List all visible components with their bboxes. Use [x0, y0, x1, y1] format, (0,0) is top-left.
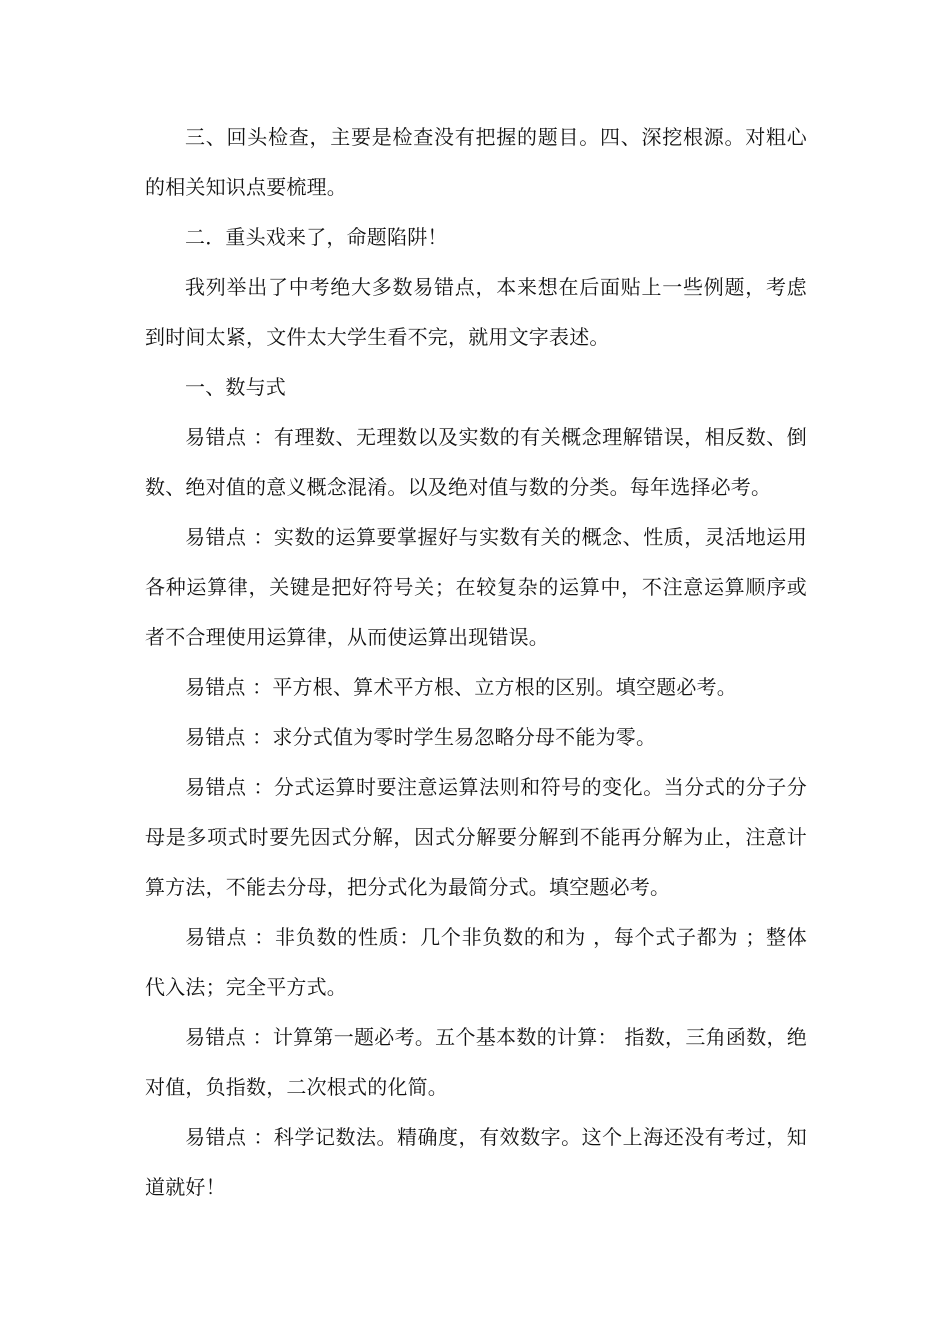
paragraph-section-two-heading: 二．重头戏来了，命题陷阱！: [185, 225, 448, 249]
paragraph-error-point: 易错点 ：非负数的性质：几个非负数的和为 ，每个式子都为 ；整体代入法；完全平方式。: [145, 925, 807, 999]
paragraph-review-check: 三、回头检查，主要是检查没有把握的题目。四、深挖根源。对粗心的相关知识点要梳理。: [145, 125, 807, 199]
paragraph-error-point: 易错点 ：计算第一题必考。五个基本数的计算： 指数，三角函数，绝对值，负指数，二次根式的化简。: [145, 1025, 807, 1099]
document-body: [145, 112, 807, 1212]
paragraph-error-point: 易错点 ：平方根、算术平方根、立方根的区别。填空题必考。: [185, 675, 737, 699]
paragraph-error-point: 易错点 ：科学记数法。精确度，有效数字。这个上海还没有考过，知道就好！: [145, 1125, 807, 1199]
paragraph-intro: 我列举出了中考绝大多数易错点，本来想在后面贴上一些例题，考虑到时间太紧，文件太大学生看不完，就用文字表述。: [145, 275, 807, 349]
paragraph-error-point: 易错点 ：分式运算时要注意运算法则和符号的变化。当分式的分子分母是多项式时要先因式分解，因式分解要分解到不能再分解为止，注意计算方法，不能去分母，把分式化为最简分式。填空题必考。: [145, 775, 807, 899]
paragraph-error-point: 易错点 ：实数的运算要掌握好与实数有关的概念、性质，灵活地运用各种运算律，关键是把好符号关；在较复杂的运算中，不注意运算顺序或者不合理使用运算律，从而使运算出现错误。: [145, 525, 807, 649]
paragraph-numbers-and-expressions-heading: 一、数与式: [185, 375, 286, 399]
paragraph-error-point: 易错点 ：有理数、无理数以及实数的有关概念理解错误，相反数、倒数、绝对值的意义概念混淆。以及绝对值与数的分类。每年选择必考。: [145, 425, 807, 499]
paragraph-error-point: 易错点 ：求分式值为零时学生易忽略分母不能为零。: [185, 725, 657, 749]
